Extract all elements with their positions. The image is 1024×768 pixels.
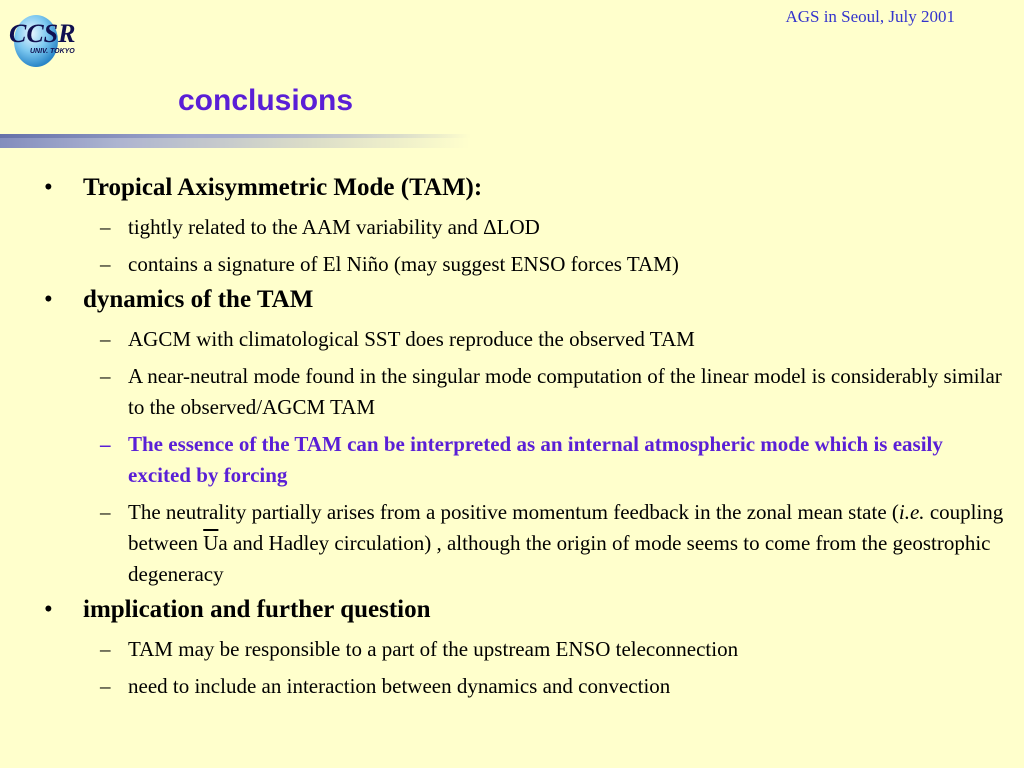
dash-marker: – [100,252,111,276]
list-item [44,671,1004,702]
slide-content [44,168,1004,702]
dash-marker: – [100,674,111,698]
list-item-text-part: coupling between [128,500,1004,555]
page-title: conclusions [178,84,354,117]
list-item [44,324,1004,355]
ccsr-logo-icon [8,8,88,70]
section-heading-text: Tropical Axisymmetric Mode (TAM): [83,174,483,201]
list-item [44,497,1004,590]
section-heading-implication [44,592,1004,628]
list-item-text-part: a and Hadley circulation) , although the origin of mode seems to come from the geostrophic degeneracy [128,531,991,586]
header-note: AGS in Seoul, July 2001 [785,7,955,26]
section-heading-tam [44,170,1004,206]
dash-marker: – [100,215,111,239]
logo-text: CCSR [9,19,76,48]
dash-marker: – [100,637,111,661]
list-item [44,361,1004,423]
overlined-symbol: $\overline{U}$ [203,531,219,555]
list-item [44,249,1004,280]
list-item-text: tightly related to the AAM variability and ΔLOD [128,215,540,239]
list-item-text: A near-neutral mode found in the singular mode computation of the linear model is considerably similar to the observed/AGCM TAM [128,364,1002,419]
list-item-text: contains a signature of El Niño (may suggest ENSO forces TAM) [128,252,679,276]
dash-marker: – [100,500,111,524]
section-heading-text: dynamics of the TAM [83,286,314,313]
italic-abbreviation: i.e. [898,500,925,524]
list-item [44,634,1004,665]
ccsr-logo [8,8,88,70]
list-item-text: The essence of the TAM can be interpreted as an internal atmospheric mode which is easily excited by forcing [128,432,943,487]
title-divider [0,134,470,148]
list-item-text: AGCM with climatological SST does reproduce the observed TAM [128,327,695,351]
list-item [44,212,1004,243]
list-item-text: need to include an interaction between dynamics and convection [128,674,671,698]
list-item-text: TAM may be responsible to a part of the upstream ENSO teleconnection [128,637,739,661]
dash-marker: – [100,327,111,351]
dash-marker: – [100,432,111,456]
highlighted-list-item [44,429,1004,491]
dash-marker: – [100,364,111,388]
logo-subtext: UNIV. TOKYO [30,48,75,55]
section-heading-text: implication and further question [83,596,431,623]
list-item-text-part: The neutrality partially arises from a positive momentum feedback in the zonal mean state ( [128,500,899,524]
section-heading-dynamics [44,282,1004,318]
